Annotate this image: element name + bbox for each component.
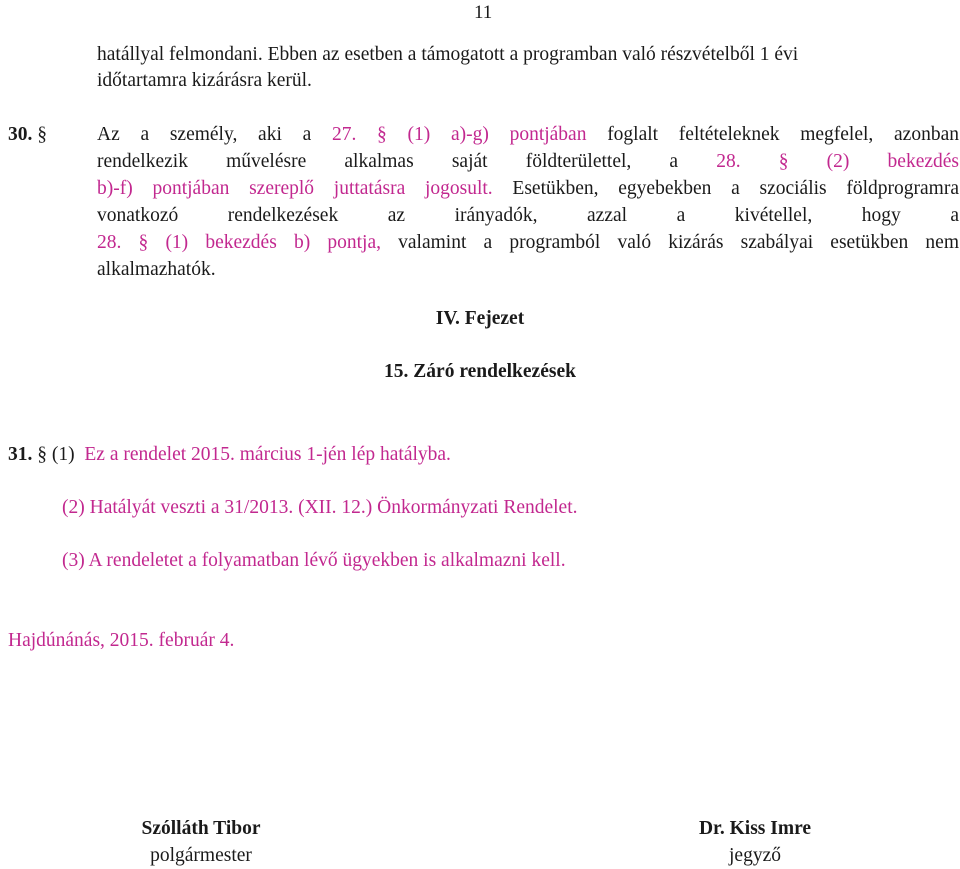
section-30-line5: 28. § (1) bekezdés b) pontja, valamint a programból való kizárás szabályai esetükben nem [97, 232, 960, 253]
signature-left [101, 815, 301, 869]
section-31-paragraph-2: (2) Hatályát veszti a 31/2013. (XII. 12.) Önkormányzati Rendelet. [62, 497, 578, 518]
para1-line2: időtartamra kizárásra kerül. [97, 70, 312, 91]
reference-link: 28. § (1) bekezdés b) pontja, [97, 232, 381, 253]
section-30-line6: alkalmazhatók. [97, 259, 216, 280]
section-30-line3: b)-f) pontjában szereplő juttatásra jogosult. Esetükben, egyebekben a szociális földprogramra [97, 178, 959, 199]
reference-link: 28. § (2) bekezdés [716, 151, 960, 172]
page-number: 11 [474, 2, 493, 23]
section-30-line2: rendelkezik művelésre alkalmas saját földterülettel, a 28. § (2) bekezdés [97, 151, 960, 172]
section-30-line1: Az a személy, aki a 27. § (1) a)-g) pontjában foglalt feltételeknek megfelel, azonban [97, 124, 959, 145]
chapter-heading: IV. Fejezet [435, 308, 525, 329]
signer-name-right: Dr. Kiss Imre [698, 818, 812, 839]
reference-link: b)-f) pontjában szereplő juttatásra jogosult. [97, 178, 493, 199]
signature-right [655, 815, 855, 869]
para1-line1: hatállyal felmondani. Ebben az esetben a támogatott a programban való részvételből 1 évi [97, 44, 799, 65]
signer-title-left: polgármester [150, 845, 252, 866]
section-31-paragraph-3: (3) A rendeletet a folyamatban lévő ügyekben is alkalmazni kell. [62, 550, 566, 571]
section-31-line1: 31. § (1) Ez a rendelet 2015. március 1-jén lép hatályba. [8, 444, 451, 465]
reference-link: 27. § (1) a)-g) pontjában [331, 124, 587, 145]
chapter-title: 15. Záró rendelkezések [384, 361, 576, 382]
section-30-number: 30. § [8, 124, 47, 145]
place-date: Hajdúnánás, 2015. február 4. [8, 630, 235, 651]
section-30-line4: vonatkozó rendelkezések az irányadók, azzal a kivétellel, hogy a [97, 205, 959, 226]
signer-name-left: Szólláth Tibor [141, 818, 261, 839]
signer-title-right: jegyző [729, 845, 781, 866]
